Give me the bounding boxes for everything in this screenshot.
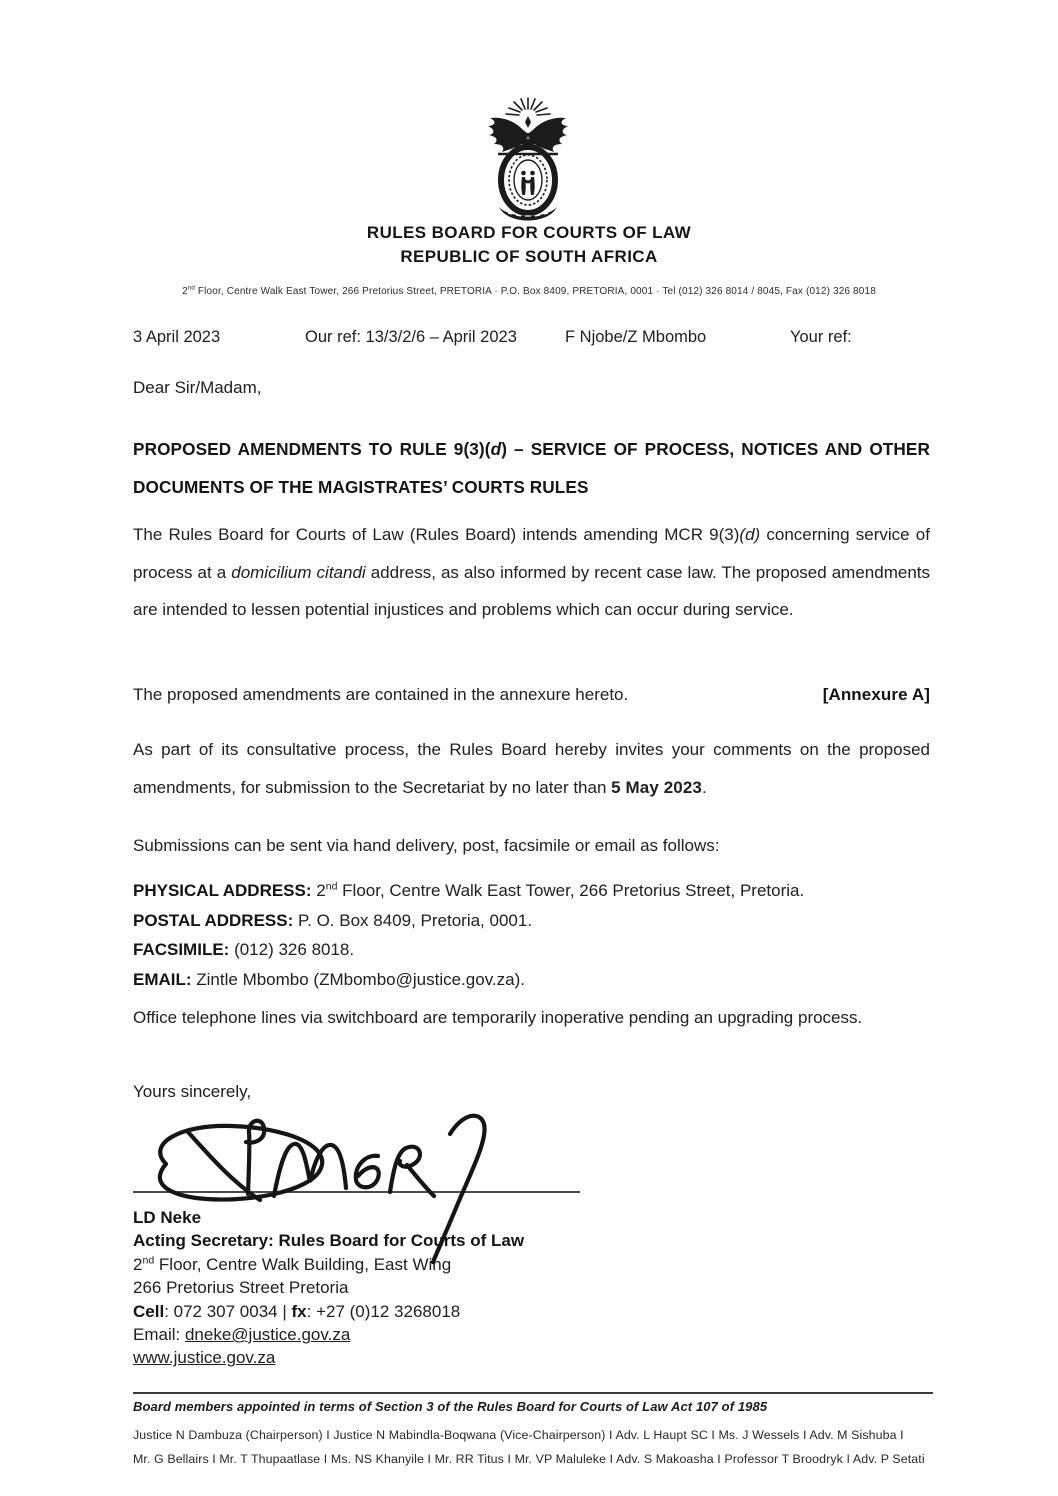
facsimile-line — [133, 935, 930, 965]
physical-address-value: Floor, Centre Walk East Tower, 266 Pretorius Street, Pretoria. — [337, 881, 805, 900]
signatory-email-label: Email: — [133, 1325, 185, 1345]
signatory-addr1-sup: nd — [142, 1254, 155, 1267]
intro-italic-d: (d) — [739, 525, 761, 544]
letterhead-address-line — [0, 286, 1058, 297]
shield — [514, 160, 542, 200]
our-ref: Our ref: 13/3/2/6 – April 2023 — [305, 328, 517, 346]
cell-value: : 072 307 0034 | — [164, 1301, 292, 1321]
sun-rays — [506, 98, 550, 115]
subject-part2: ) – SERVICE OF PROCESS, NOTICES AND OTHER DOCUMENTS OF THE MAGISTRATES’ COURTS RULES — [133, 439, 930, 497]
paragraph-submissions: Submissions can be sent via hand delivery, post, facsimile or email as follows: — [133, 836, 720, 855]
signatory-name: LD Neke — [133, 1208, 202, 1227]
org-name: RULES BOARD FOR COURTS OF LAW — [366, 223, 692, 242]
paragraph-annexure — [133, 676, 930, 714]
letterhead — [0, 221, 1058, 268]
physical-address-num: 2 — [311, 881, 326, 900]
subject-heading — [133, 431, 930, 506]
signatory-address1 — [133, 1253, 930, 1276]
valediction: Yours sincerely, — [133, 1082, 252, 1101]
physical-address-line — [133, 876, 930, 906]
email-label: EMAIL: — [133, 969, 192, 989]
intro-part1: The Rules Board for Courts of Law (Rules Board) intends amending MCR 9(3) — [133, 525, 740, 544]
postal-address-value: P. O. Box 8409, Pretoria, 0001. — [293, 910, 533, 930]
fx-value: : +27 (0)12 3268018 — [306, 1301, 461, 1321]
attention-names: F Njobe/Z Mbombo — [565, 328, 707, 346]
annexure-tag: [Annexure A] — [822, 685, 930, 704]
physical-address-sup: nd — [325, 880, 338, 893]
email-value: Zintle Mbombo (ZMbombo@justice.gov.za). — [191, 969, 525, 989]
paragraph-phones-notice: Office telephone lines via switchboard are temporarily inoperative pending an upgrading process. — [133, 1008, 863, 1027]
footer-members-line1: Justice N Dambuza (Chairperson) I Justice N Mabindla-Boqwana (Vice-Chairperson) I Adv. L Haupt SC I Ms. J Wessels I Adv. M Sishuba I — [133, 1428, 904, 1442]
facsimile-label: FACSIMILE: — [133, 940, 230, 960]
footer-title: Board members appointed in terms of Section 3 of the Rules Board for Courts of Law Act 107 of 1985 — [133, 1399, 768, 1414]
signatory-phone-line — [133, 1300, 930, 1323]
footer-divider — [133, 1392, 933, 1394]
paragraph-invite — [133, 731, 930, 807]
your-ref: Your ref: — [790, 328, 852, 346]
footer-board-members — [133, 1423, 945, 1471]
intro-part2: concerning service of process at a — [133, 525, 930, 582]
submission-contact-block — [133, 876, 930, 994]
signatory-title: Acting Secretary: Rules Board for Courts of Law — [133, 1231, 525, 1251]
annexure-text: The proposed amendments are contained in the annexure hereto. — [133, 685, 629, 704]
subject-italic-d: d — [490, 439, 502, 459]
letter-date: 3 April 2023 — [133, 328, 221, 346]
signatory-email-link: dneke@justice.gov.za — [184, 1325, 351, 1345]
letterhead-address-rest: Floor, Centre Walk East Tower, 266 Pretorius Street, PRETORIA · P.O. Box 8409, PRETORIA, 0001 · Tel (012) 326 8014 / 8045, Fax (012) 326 8018 — [195, 286, 876, 297]
deadline-date: 5 May 2023 — [611, 778, 702, 797]
postal-address-line — [133, 906, 930, 936]
org-country: REPUBLIC OF SOUTH AFRICA — [400, 246, 658, 266]
email-line — [133, 965, 930, 995]
signatory-addr1-rest: Floor, Centre Walk Building, East Wing — [154, 1254, 452, 1274]
invite-part1: As part of its consultative process, the Rules Board hereby invites your comments on the proposed amendments, for submission to the Secretariat by no later than — [133, 740, 930, 797]
cell-label: Cell — [133, 1301, 165, 1321]
invite-part2: . — [701, 778, 707, 797]
fx-label: fx — [291, 1301, 307, 1321]
letterhead-floor-num: 2 — [182, 286, 188, 297]
website-link: www.justice.gov.za — [133, 1348, 276, 1368]
salutation: Dear Sir/Madam, — [133, 378, 262, 397]
intro-italic-domicilium: domicilium citandi — [231, 562, 366, 582]
signature-line — [133, 1191, 580, 1193]
signoff-block — [133, 1206, 930, 1370]
subject-part1: PROPOSED AMENDMENTS TO RULE 9(3)( — [133, 439, 491, 459]
postal-address-label: POSTAL ADDRESS: — [133, 910, 294, 930]
facsimile-value: (012) 326 8018. — [229, 940, 355, 960]
physical-address-label: PHYSICAL ADDRESS: — [133, 881, 312, 900]
intro-part3: address, as also informed by recent case law. The proposed amendments are intended to lessen potential injustices and problems which can occur during service. — [133, 562, 930, 619]
south-africa-coat-of-arms-icon — [478, 92, 578, 224]
letterhead-floor-sup: nd — [187, 284, 195, 292]
signatory-address2: 266 Pretorius Street Pretoria — [133, 1278, 349, 1298]
footer-members-line2: Mr. G Bellairs I Mr. T Thupaatlase I Ms. NS Khanyile I Mr. RR Titus I Mr. VP Maluleke I Adv. S Makoasha I Professor T Broodryk I Adv. P Setati — [133, 1452, 925, 1466]
signatory-addr1-num: 2 — [133, 1254, 143, 1274]
signatory-email-line — [133, 1323, 930, 1346]
paragraph-intro — [133, 516, 930, 629]
reference-line — [0, 328, 1058, 350]
